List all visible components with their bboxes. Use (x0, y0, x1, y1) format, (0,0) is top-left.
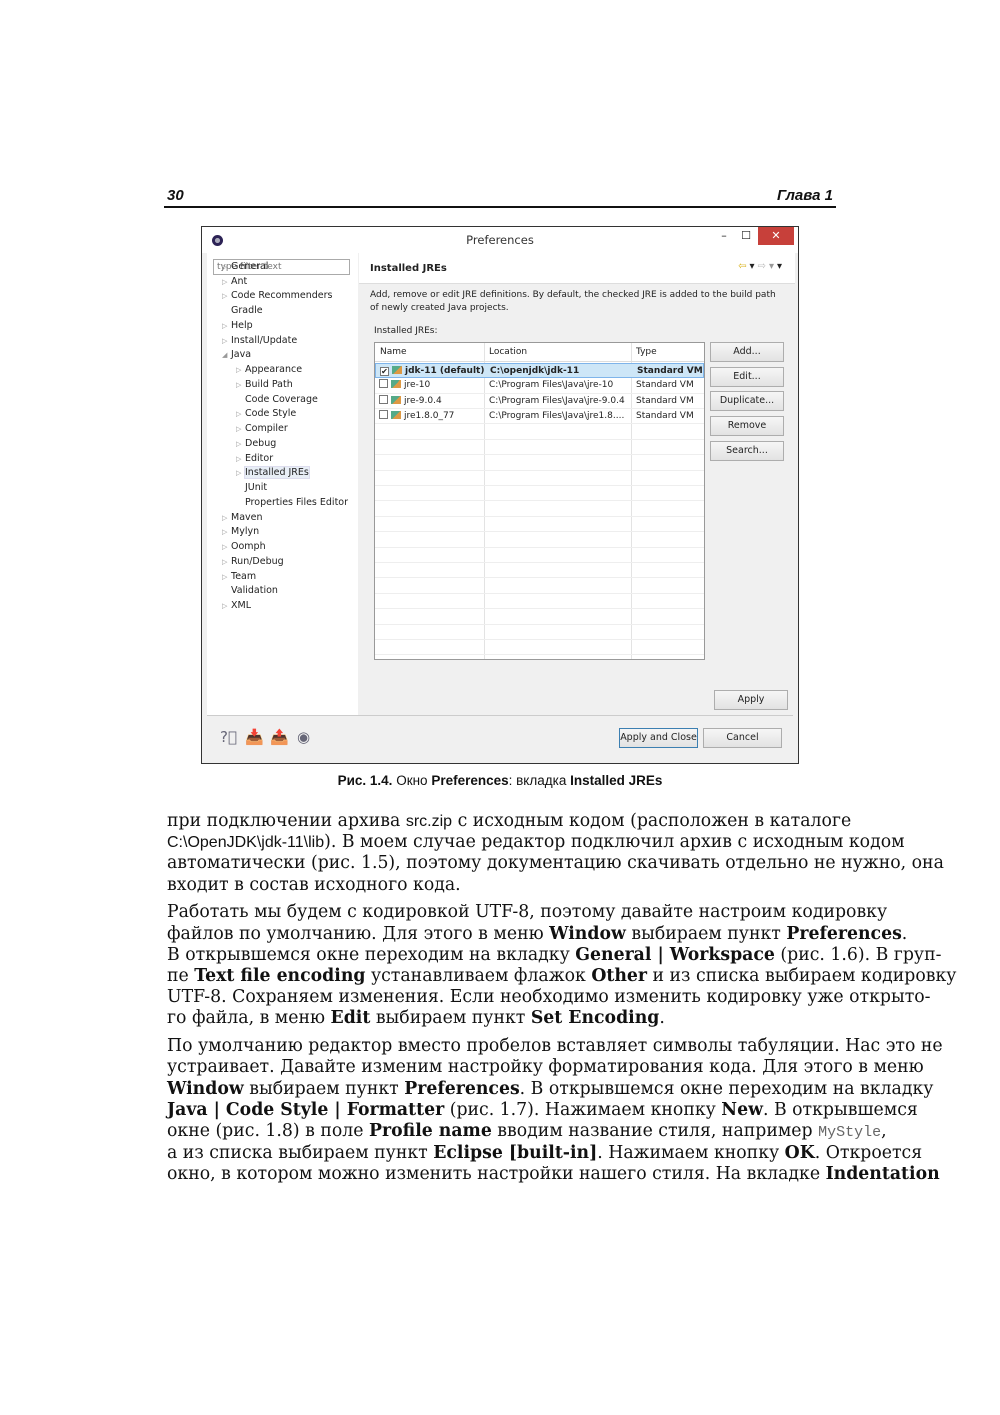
text-segment: . Откроется (814, 1143, 923, 1164)
table-header (375, 343, 704, 362)
jre-name: jre-9.0.4 (404, 395, 442, 406)
text-segment: . (659, 1008, 665, 1029)
jre-table (374, 342, 705, 660)
text-line (167, 875, 833, 896)
tree-item[interactable] (236, 437, 276, 451)
text-line (167, 1164, 940, 1185)
paragraph (167, 902, 957, 1029)
text-line (167, 811, 852, 832)
empty-row (375, 640, 704, 655)
text-line (167, 832, 905, 853)
tree-item[interactable] (236, 422, 288, 436)
text-segment: Text file encoding (194, 966, 366, 987)
forward-arrow-icon[interactable]: ⇨ (757, 261, 769, 272)
close-button[interactable]: ✕ (758, 227, 794, 245)
checkbox[interactable] (379, 410, 388, 419)
table-row[interactable] (375, 363, 704, 378)
column-header-type[interactable]: Type (636, 347, 657, 357)
paragraph (167, 811, 944, 896)
tree-item[interactable] (222, 555, 284, 569)
text-segment: По умолчанию редактор вместо пробелов вставляет символы табуляции. Нас это не (167, 1036, 943, 1057)
tree-item-label: General (231, 261, 269, 272)
tree-item[interactable] (236, 363, 302, 377)
tree-item-label: Install/Update (231, 334, 298, 346)
empty-row (375, 579, 704, 594)
paragraph (167, 1036, 943, 1185)
tree-item[interactable] (236, 481, 267, 495)
help-icon[interactable]: ?⃝ (220, 728, 237, 746)
tree-item[interactable] (222, 348, 251, 362)
empty-row (375, 502, 704, 517)
text-segment: C:\OpenJDK\jdk-11\lib (167, 834, 325, 852)
text-segment: выбираем пункт (370, 1008, 531, 1029)
tree-item[interactable] (236, 393, 318, 407)
name-cell (379, 394, 442, 409)
text-segment: . В открывшемся (762, 1099, 918, 1120)
empty-row (375, 425, 704, 440)
tree-item[interactable] (222, 540, 266, 554)
tree-item[interactable] (222, 525, 259, 539)
tree-item[interactable] (222, 319, 253, 333)
text-segment: а из списка выбираем пункт (167, 1143, 434, 1164)
text-line (167, 1008, 833, 1029)
type-cell: Standard VM (636, 411, 694, 422)
tree-item-label: Oomph (231, 541, 266, 553)
tree-item-label: Ant (231, 275, 248, 287)
collapsed-arrow-icon[interactable]: ▷ (236, 439, 242, 448)
apply-button[interactable]: Apply (714, 690, 788, 710)
text-segment: с исходным кодом (расположен в каталоге (452, 811, 852, 831)
text-segment: Set Encoding (530, 1008, 660, 1029)
header-rule (164, 206, 836, 208)
preferences-tree-pane (207, 253, 358, 715)
type-cell: Standard VM (637, 366, 703, 376)
text-segment: Работать мы будем с кодировкой UTF-8, поэтому давайте настроим кодировку (167, 902, 888, 923)
empty-row (375, 563, 704, 578)
empty-row (375, 548, 704, 563)
installed-jres-page (359, 253, 795, 715)
tree-item-label: Maven (231, 511, 263, 523)
chapter-title: Глава 1 (776, 187, 833, 204)
tree-item-label: Mylyn (231, 526, 260, 538)
text-segment: ). В моем случае редактор подключил архив с исходным кодом (324, 832, 905, 853)
collapsed-arrow-icon[interactable]: ▷ (236, 380, 242, 389)
text-segment: Profile name (369, 1121, 492, 1142)
text-segment: В открывшемся окне переходим на вкладку (167, 944, 576, 965)
back-arrow-icon[interactable]: ⇦ (738, 261, 750, 272)
jre-icon (392, 366, 402, 374)
tree-item-label: Validation (231, 585, 278, 597)
name-cell (379, 409, 454, 424)
caption-text: Окно (392, 773, 432, 788)
text-segment: выбираем пункт (243, 1078, 405, 1099)
tree-item[interactable] (222, 599, 251, 613)
tree-item-label: XML (231, 600, 251, 612)
jre-name: jre-10 (404, 380, 431, 391)
collapsed-arrow-icon[interactable]: ▷ (222, 572, 228, 581)
remove-button[interactable]: Remove (710, 416, 784, 436)
tree-item[interactable] (222, 275, 247, 289)
text-segment: окно, в котором можно изменить настройки нашего стиля. На вкладке (167, 1164, 826, 1185)
table-row[interactable] (375, 394, 704, 409)
tree-item[interactable] (236, 496, 348, 510)
text-line (167, 944, 942, 966)
export-icon[interactable]: 📤 (270, 728, 289, 746)
search-button[interactable]: Search... (710, 441, 784, 461)
empty-row (375, 517, 704, 532)
text-segment: пе (167, 966, 195, 987)
text-line (167, 1057, 924, 1078)
text-segment: UTF-8. Сохраняем изменения. Если необходимо изменить кодировку уже открыто- (167, 987, 931, 1008)
caption-text: : вкладка (508, 773, 571, 788)
text-segment: General | Workspace (575, 944, 775, 965)
minimize-button[interactable]: – (721, 229, 727, 242)
jre-name: jre1.8.0_77 (404, 411, 455, 422)
collapsed-arrow-icon[interactable]: ▷ (222, 277, 228, 286)
tree-item-label: Compiler (245, 423, 288, 435)
text-segment: Other (591, 966, 648, 987)
text-line (167, 923, 908, 945)
add-button[interactable]: Add... (710, 342, 784, 362)
caption-bold: Preferences (431, 773, 509, 788)
name-cell (380, 364, 484, 379)
record-icon[interactable]: ◉ (297, 728, 311, 746)
text-segment: го файла, в меню (167, 1008, 331, 1029)
collapsed-arrow-icon[interactable]: ▷ (222, 321, 228, 330)
collapsed-arrow-icon[interactable]: ▷ (236, 366, 242, 375)
import-icon[interactable]: 📥 (245, 728, 264, 746)
tree-item-label: Code Recommenders (231, 290, 333, 302)
tree-item[interactable] (222, 570, 256, 584)
text-segment: . (901, 923, 908, 944)
tree-item-label: JUnit (245, 482, 268, 494)
text-segment: и из списка выбираем кодировку (647, 966, 957, 987)
tree-item-label: Editor (245, 452, 274, 464)
text-line (167, 1036, 943, 1057)
empty-row (375, 455, 704, 470)
edit-button[interactable]: Edit... (710, 367, 784, 387)
checkbox[interactable]: ✔ (381, 367, 388, 376)
text-segment: устраивает. Давайте изменим настройку форматирования кода. Для этого в меню (167, 1057, 924, 1078)
tree-item[interactable] (236, 378, 293, 392)
column-header-name[interactable]: Name (380, 347, 407, 357)
tree-item-label: Debug (245, 437, 277, 449)
collapsed-arrow-icon[interactable]: ▷ (236, 469, 242, 478)
type-cell: Standard VM (636, 380, 694, 391)
tree-item-label: Properties Files Editor (245, 496, 349, 508)
text-line (167, 966, 957, 987)
text-segment: при подключении архива (167, 811, 406, 831)
empty-row (375, 440, 704, 455)
location-cell: C:\Program Files\Java\jre-10 (489, 380, 614, 391)
tree-item[interactable] (222, 511, 263, 525)
tree-item-label: Build Path (245, 378, 293, 390)
text-segment: MyStyle (818, 1124, 882, 1142)
collapsed-arrow-icon[interactable]: ▷ (236, 454, 242, 463)
cancel-button[interactable]: Cancel (703, 728, 782, 748)
text-segment: . В открывшемся окне переходим на вкладку (519, 1078, 934, 1099)
maximize-button[interactable]: ☐ (741, 229, 751, 242)
empty-row (375, 471, 704, 486)
tree-item[interactable] (222, 289, 333, 303)
text-segment: вводим название стиля, например (491, 1121, 819, 1142)
tree-item-label: Team (231, 570, 257, 582)
text-segment: , (881, 1121, 887, 1142)
collapsed-arrow-icon[interactable]: ▷ (222, 602, 228, 611)
text-segment: файлов по умолчанию. Для этого в меню (167, 923, 550, 944)
window-title: Preferences (466, 233, 534, 247)
empty-row (375, 625, 704, 640)
installed-jres-label: Installed JREs: (374, 326, 438, 336)
tree-item[interactable] (236, 466, 309, 480)
tree-item[interactable] (222, 334, 297, 348)
text-segment: OK (784, 1143, 815, 1164)
text-segment: Java | Code Style | Formatter (167, 1099, 445, 1120)
preferences-window (201, 226, 799, 764)
location-cell: C:\Program Files\Java\jre1.8.... (489, 411, 625, 422)
jre-icon (391, 380, 401, 388)
duplicate-button[interactable]: Duplicate... (710, 391, 784, 411)
text-segment: Window (549, 923, 626, 944)
expanded-arrow-icon[interactable]: ◢ (222, 351, 228, 360)
caption-bold: Installed JREs (570, 773, 663, 788)
location-cell: C:\openjdk\jdk-11 (490, 366, 580, 376)
text-segment: New (721, 1099, 763, 1120)
collapsed-arrow-icon[interactable]: ▷ (222, 557, 228, 566)
tree-item-label: Gradle (231, 305, 263, 317)
text-line (167, 902, 888, 923)
tree-item-label: Installed JREs (245, 467, 309, 479)
collapsed-arrow-icon[interactable]: ▷ (236, 425, 242, 434)
text-segment: Window (167, 1078, 244, 1099)
tree-item-label: Code Coverage (245, 393, 318, 405)
text-segment: Eclipse [built-in] (433, 1143, 598, 1164)
tree-item[interactable] (222, 584, 278, 598)
text-segment: Edit (330, 1008, 371, 1029)
collapsed-arrow-icon[interactable]: ▷ (222, 528, 228, 537)
text-line (167, 987, 931, 1008)
tree-item-label: Appearance (245, 364, 303, 376)
tree-item-label: Java (231, 349, 252, 361)
collapsed-arrow-icon[interactable]: ▷ (222, 263, 228, 271)
page-description: Add, remove or edit JRE definitions. By default, the checked JRE is added to the build path of newly created Java projects. (370, 290, 776, 313)
page-number: 30 (167, 187, 184, 204)
text-segment: (рис. 1.6). В груп- (774, 944, 942, 965)
tree-item-label: Help (231, 319, 253, 331)
text-line (167, 1143, 923, 1164)
name-cell (379, 378, 430, 393)
caption-number: Рис. 1.4. (337, 773, 393, 788)
body-text (167, 811, 957, 1192)
jre-icon (391, 411, 401, 419)
text-segment: Preferences (404, 1078, 520, 1099)
collapsed-arrow-icon[interactable]: ▷ (222, 336, 228, 345)
text-line (167, 1099, 918, 1121)
text-segment: (рис. 1.7). Нажимаем кнопку (444, 1099, 722, 1120)
text-segment: входит в состав исходного кода. (167, 874, 461, 895)
text-segment: Indentation (825, 1164, 940, 1185)
tree-item[interactable] (222, 260, 268, 274)
text-segment: . Нажимаем кнопку (597, 1143, 785, 1164)
text-segment: выбираем пункт (625, 923, 787, 944)
table-row[interactable] (375, 409, 704, 424)
collapsed-arrow-icon[interactable]: ▷ (222, 543, 228, 552)
text-line (167, 1121, 887, 1143)
tree-item[interactable] (236, 452, 273, 466)
back-menu-icon[interactable]: ▾ (749, 261, 758, 272)
text-segment: окне (рис. 1.8) в поле (167, 1121, 369, 1142)
checkbox[interactable] (379, 379, 388, 388)
collapsed-arrow-icon[interactable]: ▷ (236, 410, 242, 419)
title-bar (202, 227, 798, 253)
column-header-location[interactable]: Location (489, 347, 528, 357)
checkbox[interactable] (379, 395, 388, 404)
text-line (167, 1078, 934, 1100)
jre-icon (391, 396, 401, 404)
type-cell: Standard VM (636, 395, 694, 406)
forward-menu-icon[interactable]: ▾ (768, 261, 777, 272)
view-menu-icon[interactable]: ▾ (776, 261, 785, 272)
jre-name: jdk-11 (default) (405, 366, 485, 376)
text-segment: src.zip (405, 813, 453, 830)
empty-row (375, 594, 704, 609)
empty-row (375, 609, 704, 624)
page-title: Installed JREs (370, 263, 447, 274)
text-segment: Preferences (786, 923, 902, 944)
text-segment: автоматически (рис. 1.5), поэтому документацию скачивать отдельно не нужно, она (167, 853, 944, 874)
empty-row (375, 532, 704, 547)
dialog-footer (207, 715, 793, 759)
location-cell: C:\Program Files\Java\jre-9.0.4 (489, 395, 625, 406)
apply-and-close-button[interactable]: Apply and Close (619, 728, 698, 748)
collapsed-arrow-icon[interactable]: ▷ (222, 292, 228, 301)
tree-item[interactable] (236, 407, 296, 421)
tree-item-label: Run/Debug (231, 555, 284, 567)
text-segment: устанавливаем флажок (365, 966, 592, 987)
figure-caption (0, 773, 1000, 788)
page-header (359, 253, 795, 284)
collapsed-arrow-icon[interactable]: ▷ (222, 513, 228, 522)
table-row[interactable] (375, 378, 704, 393)
text-line (167, 853, 944, 874)
tree-item-label: Code Style (245, 408, 297, 420)
tree-item[interactable] (222, 304, 263, 318)
empty-row (375, 486, 704, 501)
